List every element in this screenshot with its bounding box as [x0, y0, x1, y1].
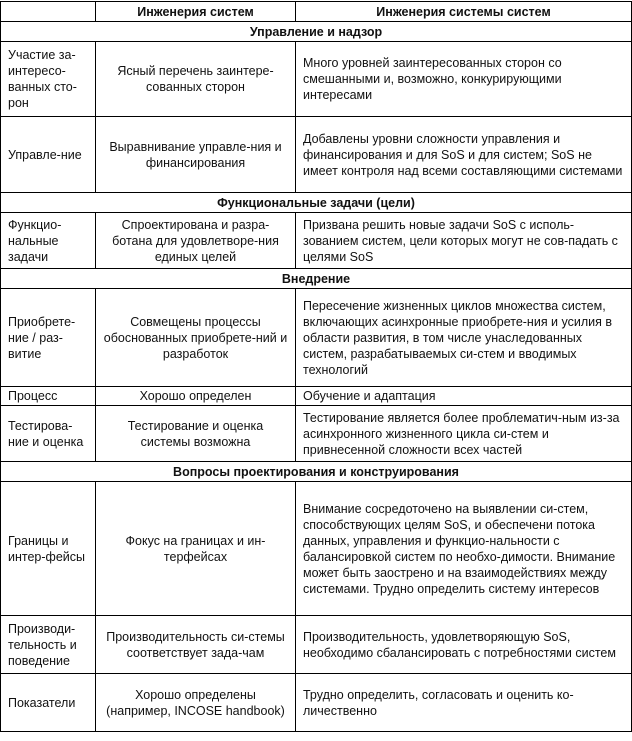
aspect-cell: Производи-тельность и поведение — [1, 616, 96, 674]
table-row — [1, 42, 632, 117]
aspect-cell: Приобрете-ние / раз-витие — [1, 289, 96, 387]
aspect-cell: Границы и интер-фейсы — [1, 482, 96, 616]
aspect-cell: Тестирова-ние и оценка — [1, 406, 96, 462]
section-management: Управление и надзор — [1, 22, 632, 42]
sos-cell: Много уровней заинтересованных сторон со смешанными и, возможно, конкурирующими интересами — [296, 42, 632, 117]
table-row — [1, 674, 632, 732]
sos-cell: Внимание сосредоточено на выявлении си-стем, способствующих целям SoS, и обеспечени потока данных, управления и функцио-нальности с балансировкой систем по необхо-димости. Внимание может быть заострено и на взаимодействиях между системами. Трудно определить систему интересов — [296, 482, 632, 616]
header-row — [1, 2, 632, 22]
aspect-cell: Управле-ние — [1, 117, 96, 193]
table-row — [1, 387, 632, 406]
se-cell: Ясный перечень заинтере-сованных сторон — [96, 42, 296, 117]
section-row — [1, 462, 632, 482]
sos-cell: Тестирование является более проблематич-ным из-за асинхронного жизненного цикла си-стем и привнесенной сложности всех частей — [296, 406, 632, 462]
se-cell: Фокус на границах и ин-терфейсах — [96, 482, 296, 616]
table-row — [1, 117, 632, 193]
sos-cell: Пересечение жизненных циклов множества систем, включающих асинхронные приобрете-ния и усилия в области развития, в том числе унаследованных систем, разрабатываемых си-стем и вводимых технологий — [296, 289, 632, 387]
table-row — [1, 482, 632, 616]
se-cell: Совмещены процессы обоснованных приобрете-ний и разработок — [96, 289, 296, 387]
se-cell: Хорошо определен — [96, 387, 296, 406]
sos-cell: Призвана решить новые задачи SoS с исполь-зованием систем, цели которых могут не сов-падать с целями SoS — [296, 213, 632, 269]
aspect-cell: Показатели — [1, 674, 96, 732]
sos-cell: Добавлены уровни сложности управления и финансирования и для SoS и для систем; SoS не имеет контроля над всеми составляющими системами — [296, 117, 632, 193]
se-cell: Тестирование и оценка системы возможна — [96, 406, 296, 462]
sos-cell: Производительность, удовлетворяющую SoS, необходимо сбалансировать с потребностями систем — [296, 616, 632, 674]
sos-cell: Трудно определить, согласовать и оценить ко-личественно — [296, 674, 632, 732]
header-sos-engineering: Инженерия системы систем — [296, 2, 632, 22]
section-functional-goals: Функциональные задачи (цели) — [1, 193, 632, 213]
aspect-cell: Процесс — [1, 387, 96, 406]
header-systems-engineering: Инженерия систем — [96, 2, 296, 22]
se-cell: Хорошо определены (например, INCOSE handbook) — [96, 674, 296, 732]
se-cell: Спроектирована и разра-ботана для удовлетворе-ния единых целей — [96, 213, 296, 269]
table-row — [1, 406, 632, 462]
aspect-cell: Участие за-интересо-ванных сто-рон — [1, 42, 96, 117]
section-design-issues: Вопросы проектирования и конструирования — [1, 462, 632, 482]
se-cell: Выравнивание управле-ния и финансирования — [96, 117, 296, 193]
table-row — [1, 289, 632, 387]
aspect-cell: Функцио-нальные задачи — [1, 213, 96, 269]
table-row — [1, 616, 632, 674]
sos-cell: Обучение и адаптация — [296, 387, 632, 406]
se-cell: Производительность си-стемы соответствует зада-чам — [96, 616, 296, 674]
table-row — [1, 213, 632, 269]
comparison-table — [0, 1, 632, 732]
section-row — [1, 269, 632, 289]
section-row — [1, 193, 632, 213]
section-implementation: Внедрение — [1, 269, 632, 289]
header-aspect — [1, 2, 96, 22]
section-row — [1, 22, 632, 42]
